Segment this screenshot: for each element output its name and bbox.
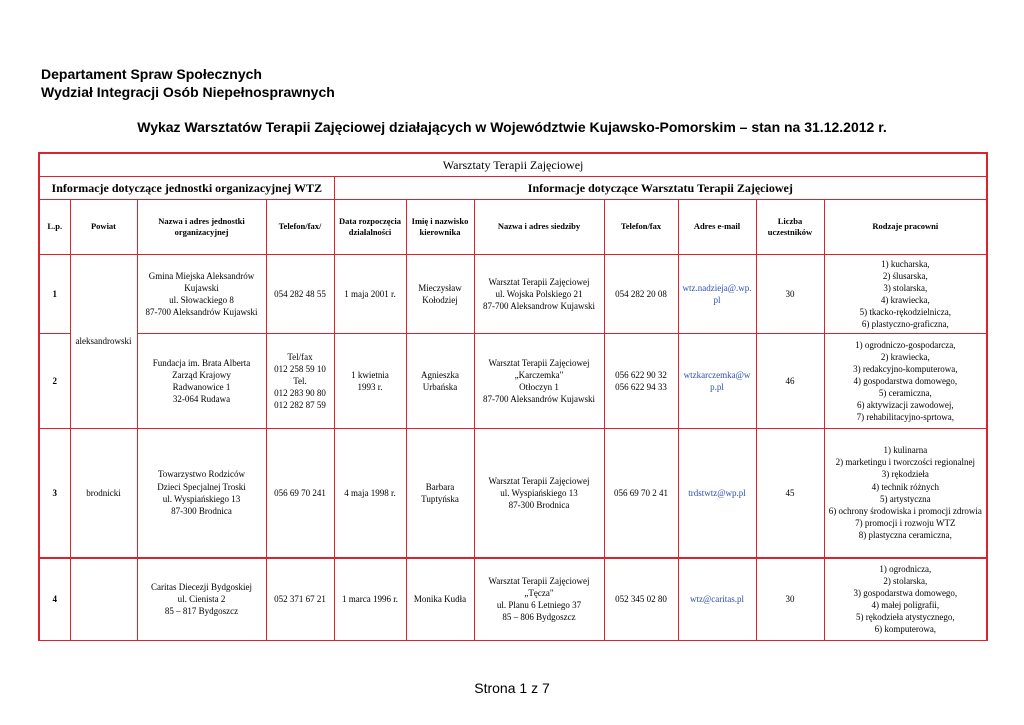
row-date: 1 maja 2001 r. <box>334 255 406 334</box>
row-manager: Mieczysław Kołodziej <box>406 255 474 334</box>
row-lp: 2 <box>39 334 70 429</box>
row-types: 1) kulinarna 2) marketingu i tworczości regionalnej 3) rękodzieła 4) technik różnych 5) artystyczna 6) ochrony środowiska i promocji zdrowia 7) promocji i rozwoju WTZ 8) plastyczna ceramiczna, <box>824 429 987 558</box>
department-heading: Departament Spraw Społecznych <box>41 66 262 82</box>
row-types: 1) ogrodnicza, 2) stolarska, 3) gospodarstwa domowego, 4) małej poligrafii, 5) rękodzieła atystycznego, 6) komputerowa, <box>824 558 987 641</box>
row-phone1: Tel/fax 012 258 59 10 Tel. 012 283 90 80 012 282 87 59 <box>266 334 334 429</box>
row-count: 45 <box>756 429 824 558</box>
row-types: 1) ogrodniczo-gospodarcza, 2) krawiecka, 3) redakcyjno-komputerowa, 4) gospodarstwa domowego, 5) ceramiczna, 6) aktywizacji zawodowej, 7) rehabilitacyjno-sprtowa, <box>824 334 987 429</box>
row-types: 1) kucharska, 2) ślusarska, 3) stolarska, 4) krawiecka, 5) tkacko-rękodzielnicza, 6) plastyczno-graficzna, <box>824 255 987 334</box>
row-count: 30 <box>756 255 824 334</box>
row-manager: Agnieszka Urbańska <box>406 334 474 429</box>
row-lp: 1 <box>39 255 70 334</box>
row-unit: Gmina Miejska Aleksandrów Kujawski ul. Słowackiego 8 87-700 Aleksandrów Kujawski <box>137 255 266 334</box>
row-unit: Towarzystwo Rodziców Dzieci Specjalnej Troski ul. Wyspiańskiego 13 87-300 Brodnica <box>137 429 266 558</box>
row-seat: Warsztat Terapii Zajęciowej „Tęcza" ul. Planu 6 Letniego 37 85 – 806 Bydgoszcz <box>474 558 604 641</box>
row-seat: Warsztat Terapii Zajęciowej ul. Wojska Polskiego 21 87-700 Aleksandrow Kujawski <box>474 255 604 334</box>
document-title: Wykaz Warsztatów Terapii Zajęciowej działających w Województwie Kujawsko-Pomorskim – stan na 31.12.2012 r. <box>137 119 887 135</box>
row-date: 1 kwietnia 1993 r. <box>334 334 406 429</box>
row-phone1: 056 69 70 241 <box>266 429 334 558</box>
row-powiat: aleksandrowski <box>70 255 137 429</box>
row-powiat: brodnicki <box>70 429 137 558</box>
row-seat: Warsztat Terapii Zajęciowej ul. Wyspiańskiego 13 87-300 Brodnica <box>474 429 604 558</box>
row-manager: Barbara Tuptyńska <box>406 429 474 558</box>
col-lp: L.p. <box>39 200 70 255</box>
row-powiat <box>70 558 137 641</box>
row-phone1: 054 282 48 55 <box>266 255 334 334</box>
row-phone1: 052 371 67 21 <box>266 558 334 641</box>
row-phone2: 056 69 70 2 41 <box>604 429 678 558</box>
col-seat: Nazwa i adres siedziby <box>474 200 604 255</box>
row-manager: Monika Kudła <box>406 558 474 641</box>
row-count: 30 <box>756 558 824 641</box>
row-phone2: 056 622 90 32 056 622 94 33 <box>604 334 678 429</box>
row-email[interactable]: trdstwtz@wp.pl <box>678 429 756 558</box>
row-date: 4 maja 1998 r. <box>334 429 406 558</box>
row-phone2: 054 282 20 08 <box>604 255 678 334</box>
row-lp: 3 <box>39 429 70 558</box>
row-phone2: 052 345 02 80 <box>604 558 678 641</box>
row-unit: Caritas Diecezji Bydgoskiej ul. Cienista 2 85 – 817 Bydgoszcz <box>137 558 266 641</box>
row-email[interactable]: wtz.nadzieja@.wp.pl <box>678 255 756 334</box>
row-date: 1 marca 1996 r. <box>334 558 406 641</box>
division-heading: Wydział Integracji Osób Niepełnosprawnych <box>41 84 335 100</box>
col-manager: Imię i nazwisko kierownika <box>406 200 474 255</box>
row-seat: Warsztat Terapii Zajęciowej „Karczemka" Otłoczyn 1 87-700 Aleksandrów Kujawski <box>474 334 604 429</box>
page-number: Strona 1 z 7 <box>474 680 550 696</box>
section-workshop-header: Informacje dotyczące Warsztatu Terapii Zajęciowej <box>334 177 987 200</box>
row-email[interactable]: wtz@caritas.pl <box>678 558 756 641</box>
col-phone2: Telefon/fax <box>604 200 678 255</box>
row-count: 46 <box>756 334 824 429</box>
col-powiat: Powiat <box>70 200 137 255</box>
col-phone1: Telefon/fax/ <box>266 200 334 255</box>
row-email[interactable]: wtzkarczemka@wp.pl <box>678 334 756 429</box>
table-row <box>39 558 987 641</box>
col-count: Liczba uczestników <box>756 200 824 255</box>
section-unit-header: Informacje dotyczące jednostki organizacyjnej WTZ <box>39 177 334 200</box>
col-email: Adres e-mail <box>678 200 756 255</box>
table-row <box>39 429 987 558</box>
workshops-table <box>38 152 988 641</box>
col-date: Data rozpoczęcia działalności <box>334 200 406 255</box>
table-row <box>39 334 987 429</box>
table-row <box>39 255 987 334</box>
row-lp: 4 <box>39 558 70 641</box>
row-unit: Fundacja im. Brata Alberta Zarząd Krajowy Radwanowice 1 32-064 Rudawa <box>137 334 266 429</box>
col-unit: Nazwa i adres jednostki organizacyjnej <box>137 200 266 255</box>
table-main-header: Warsztaty Terapii Zajęciowej <box>39 153 987 177</box>
col-types: Rodzaje pracowni <box>824 200 987 255</box>
